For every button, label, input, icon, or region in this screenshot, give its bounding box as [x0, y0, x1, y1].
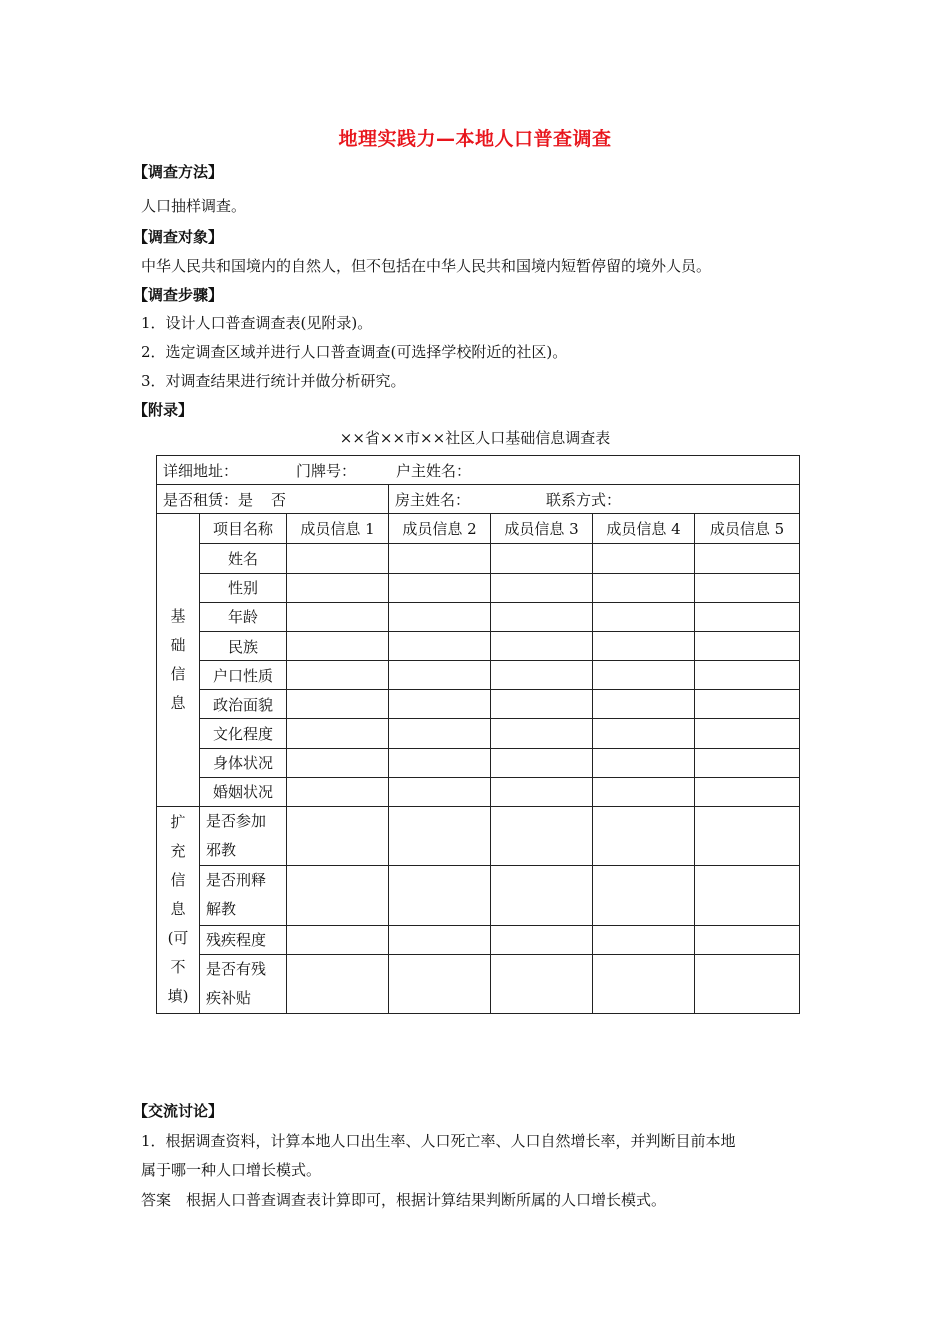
header-member-1: 成员信息 1 — [287, 514, 389, 544]
row-label: 是否有残 疾补贴 — [200, 954, 287, 1013]
step-item: 3．对调查结果进行统计并做分析研究。 — [141, 372, 406, 390]
table-row — [157, 719, 800, 748]
subject-heading: 【调查对象】 — [133, 228, 224, 246]
header-member-4: 成员信息 4 — [593, 514, 695, 544]
method-heading: 【调查方法】 — [133, 163, 224, 181]
discussion-question-line: 1．根据调查资料，计算本地人口出生率、人口死亡率、人口自然增长率，并判断目前本地 — [141, 1132, 736, 1150]
row-label: 婚姻状况 — [200, 777, 287, 806]
row-label: 姓名 — [200, 544, 287, 573]
row-label: 文化程度 — [200, 719, 287, 748]
row-label: 是否刑释 解教 — [200, 866, 287, 925]
contact-label: 联系方式： — [546, 490, 622, 509]
door-number-label: 门牌号： — [296, 461, 357, 480]
address-row — [157, 456, 800, 485]
table-caption: ××省××市××社区人口基础信息调查表 — [339, 429, 611, 447]
method-text: 人口抽样调查。 — [141, 197, 247, 215]
row-label: 户口性质 — [200, 661, 287, 690]
table-row — [157, 866, 800, 925]
table-row — [157, 602, 800, 631]
household-head-label: 户主姓名： — [396, 461, 472, 480]
header-member-3: 成员信息 3 — [491, 514, 593, 544]
header-member-2: 成员信息 2 — [389, 514, 491, 544]
rent-row — [157, 485, 800, 514]
header-member-5: 成员信息 5 — [695, 514, 800, 544]
table-row — [157, 544, 800, 573]
address-cell — [157, 456, 800, 485]
row-label: 是否参加 邪教 — [200, 806, 287, 865]
landlord-cell — [389, 485, 800, 514]
row-label: 年龄 — [200, 602, 287, 631]
basic-info-group: 基 础 信 息 — [157, 514, 200, 807]
rent-cell — [157, 485, 389, 514]
row-label: 身体状况 — [200, 748, 287, 777]
table-row — [157, 806, 800, 865]
rent-no-label: 否 — [271, 490, 287, 509]
header-row — [157, 514, 800, 544]
row-label: 民族 — [200, 631, 287, 660]
steps-heading: 【调查步骤】 — [133, 286, 224, 304]
table-row — [157, 690, 800, 719]
row-label: 残疾程度 — [200, 925, 287, 954]
row-label: 性别 — [200, 573, 287, 602]
address-label: 详细地址： — [163, 461, 239, 480]
table-row — [157, 925, 800, 954]
page-title: 地理实践力—本地人口普查调查 — [338, 128, 612, 150]
landlord-label: 房主姓名： — [395, 490, 471, 509]
step-item: 1．设计人口普查调查表(见附录)。 — [141, 314, 373, 332]
survey-table — [156, 455, 800, 1014]
row-label: 政治面貌 — [200, 690, 287, 719]
table-row — [157, 954, 800, 1013]
header-item-name: 项目名称 — [200, 514, 287, 544]
table-row — [157, 573, 800, 602]
appendix-heading: 【附录】 — [133, 401, 194, 419]
discussion-heading: 【交流讨论】 — [133, 1102, 224, 1120]
table-row — [157, 777, 800, 806]
table-row — [157, 631, 800, 660]
step-item: 2．选定调查区域并进行人口普查调查(可选择学校附近的社区)。 — [141, 343, 568, 361]
table-row — [157, 748, 800, 777]
extended-info-group: 扩 充 信 息 (可 不 填) — [157, 806, 200, 1013]
rent-label: 是否租赁：是 — [163, 490, 254, 509]
subject-text: 中华人民共和国境内的自然人，但不包括在中华人民共和国境内短暂停留的境外人员。 — [141, 257, 712, 275]
table-row — [157, 661, 800, 690]
discussion-answer: 答案 根据人口普查调查表计算即可，根据计算结果判断所属的人口增长模式。 — [141, 1191, 667, 1209]
discussion-question-line: 属于哪一种人口增长模式。 — [141, 1161, 322, 1179]
